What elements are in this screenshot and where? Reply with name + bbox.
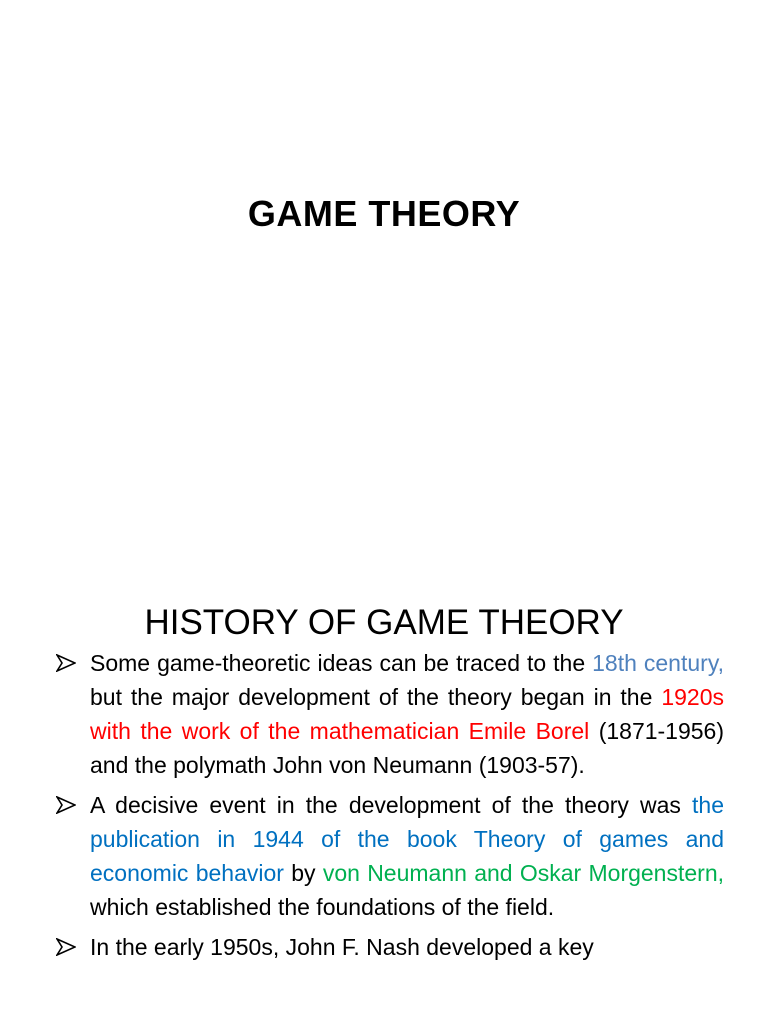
- bullet-text-segment: but the major development of the theory began in the: [90, 684, 662, 710]
- bullet-text-segment: by: [283, 860, 323, 886]
- section-title: HISTORY OF GAME THEORY: [144, 603, 624, 642]
- bullet-text-segment: which established the foundations of the field.: [90, 894, 555, 920]
- bullet-text-segment: A decisive event in the development of the theory was: [90, 792, 693, 818]
- arrowhead-bullet-icon: [56, 796, 76, 814]
- bullet-item-1: [56, 646, 724, 782]
- bullet-item-3: [56, 930, 724, 964]
- arrowhead-bullet-icon: [56, 654, 76, 672]
- bullet-text-segment: (1871-1956) and the polymath John von Neumann (1903-57).: [90, 718, 725, 778]
- bullet-text-highlight: 1920s with the work of the mathematician Emile Borel: [90, 684, 724, 744]
- arrowhead-bullet-icon: [56, 938, 76, 956]
- bullet-text-segment: In the early 1950s, John F. Nash developed a key: [90, 934, 594, 960]
- slide-title: GAME THEORY: [247, 193, 521, 234]
- bullet-text-highlight: von Neumann and Oskar Morgenstern,: [322, 860, 725, 886]
- bullet-text-highlight: 18th century,: [592, 650, 725, 676]
- bullet-item-2: [56, 788, 724, 924]
- bullet-text-segment: Some game-theoretic ideas can be traced to the: [90, 650, 593, 676]
- bullet-text-highlight: the publication in 1944 of the book Theory of games and economic behavior: [90, 792, 724, 886]
- bullet-list: [56, 646, 724, 970]
